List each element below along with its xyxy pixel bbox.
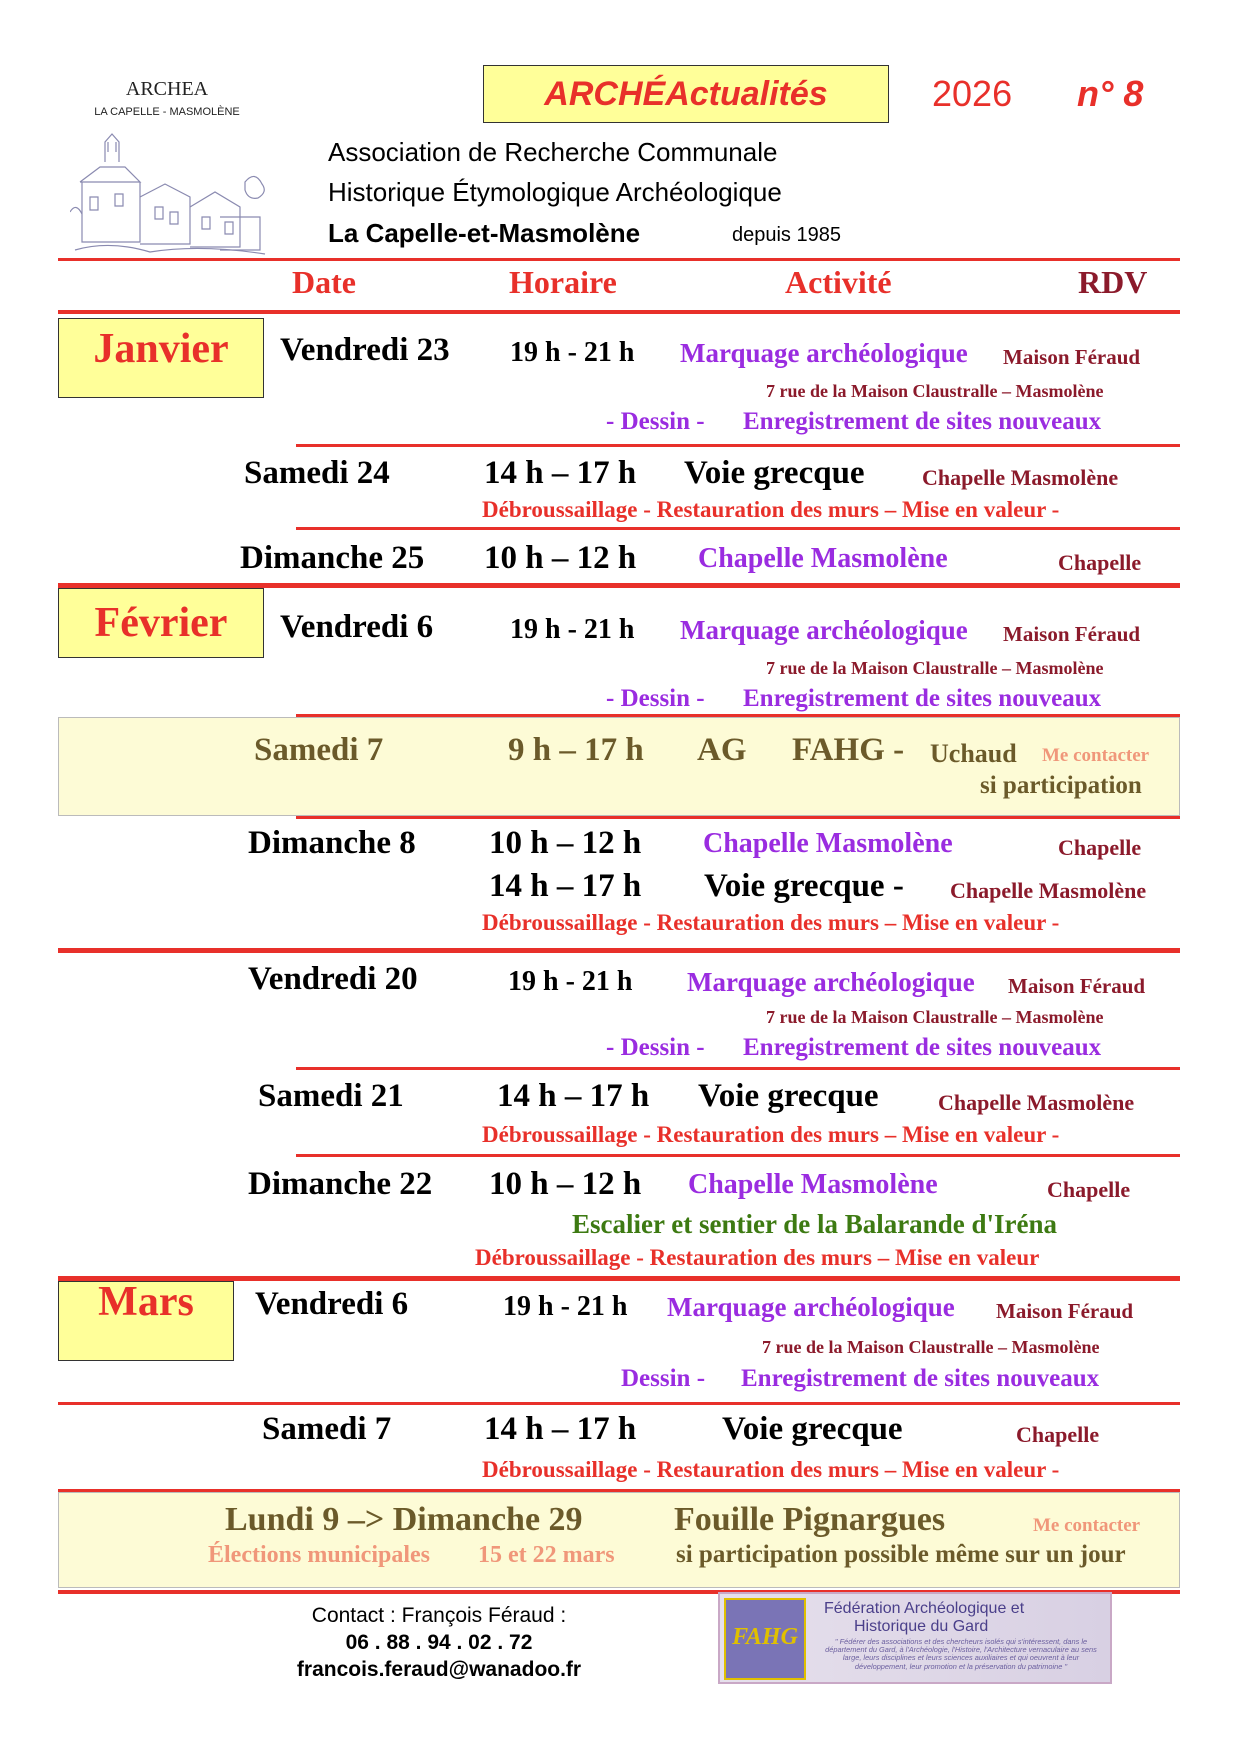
event-time: 19 h - 21 h — [508, 966, 633, 997]
fouille-elections-dates: 15 et 22 mars — [478, 1542, 615, 1568]
fouille-dates: Lundi 9 –> Dimanche 29 — [225, 1501, 583, 1538]
event-date: Vendredi 6 — [280, 609, 434, 645]
event-rdv: Maison Féraud — [1003, 622, 1141, 646]
event-time: 10 h – 12 h — [484, 540, 637, 576]
header-bottom-line — [58, 310, 1180, 314]
header-top-line — [58, 258, 1180, 261]
assoc-line-1: Association de Recherche Communale — [328, 137, 778, 167]
newsletter-title: ARCHÉActualités — [544, 75, 828, 113]
event-rdv: Maison Féraud — [1003, 345, 1141, 369]
event-date: Vendredi 20 — [248, 961, 418, 997]
month-fevrier-label: Février — [94, 600, 228, 646]
event-date: Samedi 24 — [244, 455, 390, 491]
event-rdv: Chapelle — [1047, 1177, 1131, 1202]
event-time: 10 h – 12 h — [489, 1166, 642, 1202]
event-date: Samedi 21 — [258, 1078, 404, 1114]
since: depuis 1985 — [732, 224, 841, 246]
event-rdv: Maison Féraud — [996, 1299, 1134, 1323]
event-date: Samedi 7 — [254, 732, 384, 768]
logo-subtitle: LA CAPELLE - MASMOLÈNE — [94, 106, 240, 118]
event-activity: Marquage archéologique — [680, 338, 968, 368]
row-divider — [296, 444, 1180, 447]
event-dessin: Dessin - — [621, 1365, 706, 1392]
fouille-elections: Élections municipales — [208, 1542, 431, 1568]
contact-email[interactable]: francois.feraud@wanadoo.fr — [296, 1658, 582, 1681]
event-details: Débroussaillage - Restauration des murs – Mise en valeur - — [482, 1122, 1060, 1147]
month-fevrier — [58, 588, 264, 658]
fahg-logo-letters: FAHG — [732, 1624, 798, 1650]
event-time: 14 h – 17 h — [497, 1078, 650, 1114]
event-escalier: Escalier et sentier de la Balarande d'Iréna — [572, 1209, 1057, 1239]
col-date: Date — [292, 264, 356, 300]
issue-number: n° 8 — [1077, 73, 1144, 114]
fahg-title-2: Historique du Gard — [854, 1618, 989, 1635]
logo-title: ARCHEA — [125, 78, 209, 100]
event-date: Dimanche 25 — [240, 540, 425, 576]
event-enregistrement: Enregistrement de sites nouveaux — [743, 685, 1102, 712]
event-dessin: - Dessin - — [606, 1034, 705, 1061]
event-details: Débroussaillage - Restauration des murs – Mise en valeur - — [482, 1457, 1060, 1482]
event-date: Vendredi 23 — [280, 332, 450, 368]
event-time-2: 14 h – 17 h — [489, 868, 642, 904]
event-enregistrement: Enregistrement de sites nouveaux — [743, 408, 1102, 435]
event-place: Uchaud — [930, 739, 1017, 768]
event-activity: Chapelle Masmolène — [698, 543, 948, 574]
logo — [62, 72, 272, 257]
event-details: Débroussaillage - Restauration des murs – Mise en valeur — [475, 1245, 1040, 1270]
row-divider — [296, 1154, 1180, 1157]
event-rdv-2: Chapelle Masmolène — [950, 878, 1147, 903]
col-activite: Activité — [785, 264, 892, 300]
event-dessin: - Dessin - — [606, 408, 705, 435]
event-time: 19 h - 21 h — [510, 337, 635, 368]
fouille-title: Fouille Pignargues — [674, 1501, 946, 1538]
event-time: 10 h – 12 h — [489, 825, 642, 861]
event-details: Débroussaillage - Restauration des murs – Mise en valeur - — [482, 497, 1060, 522]
village-drawing-icon — [70, 122, 270, 257]
event-time: 14 h – 17 h — [484, 1411, 637, 1447]
event-time: 9 h – 17 h — [508, 732, 644, 768]
event-rdv: Chapelle — [1058, 835, 1142, 860]
event-rdv: Chapelle Masmolène — [938, 1090, 1135, 1115]
event-activity: Marquage archéologique — [680, 615, 968, 645]
event-rdv: Chapelle Masmolène — [922, 465, 1119, 490]
event-time: 19 h - 21 h — [510, 614, 635, 645]
col-rdv: RDV — [1078, 264, 1148, 300]
event-activity: Voie grecque — [698, 1078, 879, 1114]
event-rdv: Chapelle — [1016, 1422, 1100, 1447]
year: 2026 — [932, 73, 1013, 114]
col-horaire: Horaire — [509, 264, 617, 300]
event-activity-2: Voie grecque - — [704, 868, 904, 904]
event-date: Samedi 7 — [262, 1411, 392, 1447]
row-divider — [58, 1402, 1180, 1405]
event-date: Dimanche 22 — [248, 1166, 433, 1202]
contact-phone: 06 . 88 . 94 . 02 . 72 — [345, 1631, 533, 1654]
row-divider — [296, 816, 1180, 819]
row-divider — [296, 1067, 1180, 1070]
event-enregistrement: Enregistrement de sites nouveaux — [741, 1365, 1100, 1392]
fouille-contact: Me contacter — [1033, 1515, 1141, 1536]
event-fahg: FAHG - — [792, 732, 905, 768]
event-date: Dimanche 8 — [248, 825, 416, 861]
fahg-title-1: Fédération Archéologique et — [824, 1600, 1025, 1617]
event-enregistrement: Enregistrement de sites nouveaux — [743, 1034, 1102, 1061]
event-dessin: - Dessin - — [606, 685, 705, 712]
event-activity: Marquage archéologique — [687, 967, 975, 997]
row-divider — [58, 948, 1180, 953]
event-ag: AG — [697, 732, 747, 768]
event-address: 7 rue de la Maison Claustralle – Masmolène — [762, 1337, 1100, 1357]
month-janvier — [58, 318, 264, 398]
event-activity: Chapelle Masmolène — [703, 828, 953, 859]
fouille-participation: si participation possible même sur un jour — [676, 1541, 1126, 1568]
assoc-line-2: Historique Étymologique Archéologique — [328, 177, 782, 207]
fahg-mission: " Fédérer des associations et des chercheurs isolés qui s'intéressent, dans le département du Gard, à l'Archéologie, l'Histoire, l'Architecture vernaculaire au sens large, leurs disciplines et leurs sciences auxiliaires et qui oeuvrent à leur développement, leur promotion et la préservation du patrimoine " — [825, 1637, 1097, 1671]
event-address: 7 rue de la Maison Claustralle – Masmolène — [766, 381, 1104, 401]
month-mars-label: Mars — [98, 1279, 194, 1325]
fahg-banner — [718, 1592, 1112, 1684]
event-time: 19 h - 21 h — [503, 1291, 628, 1322]
event-rdv: Chapelle — [1058, 550, 1142, 575]
row-divider — [296, 527, 1180, 530]
month-janvier-label: Janvier — [93, 326, 229, 372]
event-activity: Chapelle Masmolène — [688, 1169, 938, 1200]
event-address: 7 rue de la Maison Claustralle – Masmolène — [766, 658, 1104, 678]
event-address: 7 rue de la Maison Claustralle – Masmolène — [766, 1007, 1104, 1027]
event-activity: Marquage archéologique — [667, 1292, 955, 1322]
event-rdv: Maison Féraud — [1008, 974, 1146, 998]
newsletter-title-box — [483, 65, 889, 123]
fahg-logo — [724, 1598, 806, 1680]
event-participation: si participation — [980, 772, 1142, 799]
event-activity: Voie grecque — [722, 1411, 903, 1447]
month-mars — [58, 1281, 234, 1361]
event-date: Vendredi 6 — [255, 1286, 409, 1322]
event-activity: Voie grecque — [684, 455, 865, 491]
contact-label: Contact : François Féraud : — [311, 1604, 567, 1627]
event-contact: Me contacter — [1042, 745, 1150, 766]
assoc-line-3: La Capelle-et-Masmolène — [328, 218, 641, 248]
event-time: 14 h – 17 h — [484, 455, 637, 491]
event-details: Débroussaillage - Restauration des murs – Mise en valeur - — [482, 910, 1060, 935]
